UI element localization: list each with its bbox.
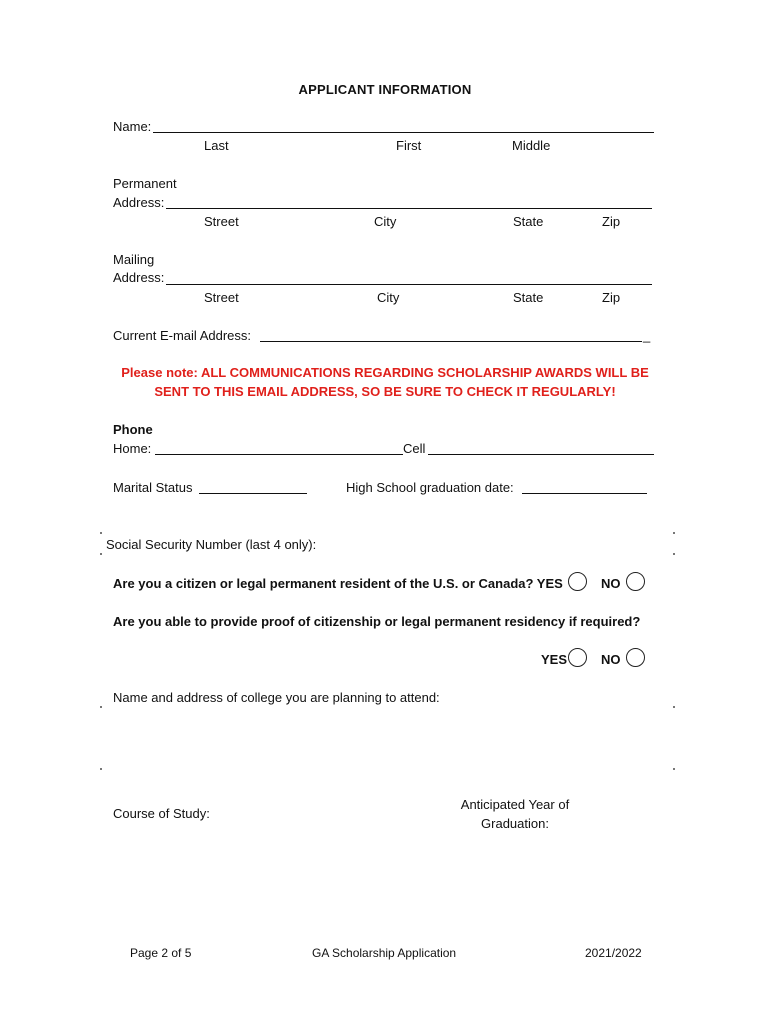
course-of-study-label: Course of Study: [113,806,210,821]
mailing-label-1: Mailing [113,252,155,267]
email-trail: _ [643,328,651,343]
name-sub-middle: Middle [512,138,551,153]
citizen-yes-radio[interactable] [568,572,587,591]
citizen-no-radio[interactable] [626,572,645,591]
college-label: Name and address of college you are planning to attend: [113,690,440,705]
proof-no-label: NO [601,652,621,667]
footer-year: 2021/2022 [585,946,642,960]
permanent-label-1: Permanent [113,176,177,191]
name-sub-first: First [396,138,422,153]
mailing-sub-street: Street [204,290,239,305]
permanent-sub-city: City [374,214,397,229]
notice-line-1: Please note: ALL COMMUNICATIONS REGARDING SCHOLARSHIP AWARDS WILL BE [121,365,649,380]
field-corner-mark [100,532,102,534]
marital-status-label: Marital Status [113,480,193,495]
field-corner-mark [100,706,102,708]
mailing-sub-state: State [513,290,544,305]
email-field-line[interactable] [260,341,642,342]
hs-grad-label: High School graduation date: [346,480,514,495]
field-corner-mark [673,706,675,708]
permanent-sub-street: Street [204,214,239,229]
proof-question: Are you able to provide proof of citizenship or legal permanent residency if required? [113,614,641,629]
field-corner-mark [673,768,675,770]
phone-cell-label: Cell [403,441,426,456]
proof-yes-label: YES [541,652,568,667]
anticipated-label-2: Graduation: [481,816,549,831]
email-label: Current E-mail Address: [113,328,251,343]
permanent-address-line[interactable] [166,208,652,209]
proof-no-radio[interactable] [626,648,645,667]
anticipated-label-1: Anticipated Year of [460,797,570,812]
field-corner-mark [673,553,675,555]
permanent-sub-zip: Zip [602,214,621,229]
phone-home-label: Home: [113,441,152,456]
mailing-sub-city: City [377,290,400,305]
permanent-sub-state: State [513,214,544,229]
proof-yes-radio[interactable] [568,648,587,667]
phone-home-line[interactable] [155,454,403,455]
field-corner-mark [673,532,675,534]
name-sub-last: Last [204,138,229,153]
mailing-address-line[interactable] [166,284,652,285]
citizen-question: Are you a citizen or legal permanent resident of the U.S. or Canada? YES [113,576,563,591]
permanent-label-2: Address: [113,195,165,210]
page-title: APPLICANT INFORMATION [298,82,472,97]
field-corner-mark [100,768,102,770]
marital-status-line[interactable] [199,493,307,494]
phone-heading: Phone [113,422,153,437]
mailing-sub-zip: Zip [602,290,621,305]
name-field-line[interactable] [153,132,654,133]
citizen-no-label: NO [601,576,621,591]
notice-line-2: SENT TO THIS EMAIL ADDRESS, SO BE SURE TO CHECK IT REGULARLY! [154,384,616,399]
mailing-label-2: Address: [113,270,165,285]
hs-grad-line[interactable] [522,493,647,494]
footer-title: GA Scholarship Application [312,946,457,960]
phone-cell-line[interactable] [428,454,654,455]
footer-page: Page 2 of 5 [130,946,192,960]
name-label: Name: [113,119,152,134]
field-corner-mark [100,553,102,555]
ssn-label: Social Security Number (last 4 only): [106,537,317,552]
